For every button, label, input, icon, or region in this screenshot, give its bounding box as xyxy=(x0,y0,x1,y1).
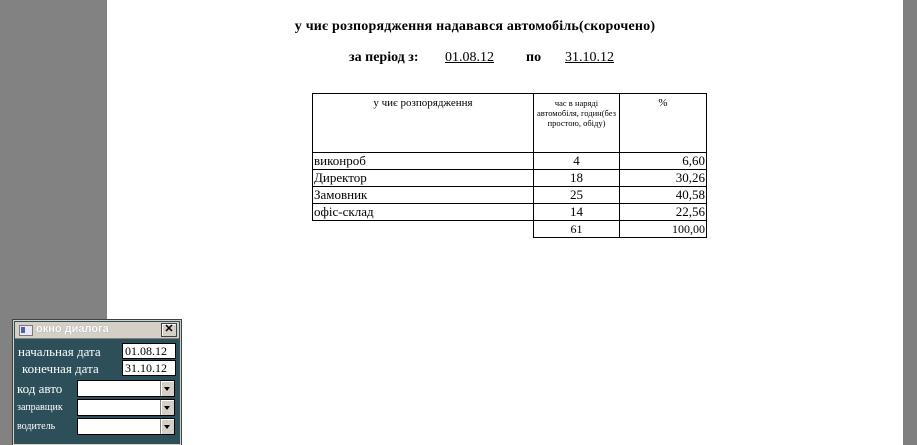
report-title: у чиє розпорядження надавався автомобіль(скорочено) xyxy=(294,19,656,34)
row-name: Замовник xyxy=(313,187,534,204)
header-name: у чиє розпорядження xyxy=(313,94,534,153)
table-row xyxy=(313,187,707,204)
total-blank-cell xyxy=(313,221,534,238)
row-name: виконроб xyxy=(313,153,534,170)
start-date-label: начальная дата xyxy=(18,344,101,359)
row-hours: 14 xyxy=(534,204,620,221)
end-date-field[interactable]: 31.10.12 xyxy=(122,360,176,376)
dialog-titlebar[interactable] xyxy=(15,322,179,339)
close-button[interactable]: ✕ xyxy=(161,323,177,337)
header-percent: % xyxy=(620,94,707,153)
table-row xyxy=(313,170,707,187)
driver-label: водитель xyxy=(17,421,56,432)
row-hours: 4 xyxy=(534,153,620,170)
table-row xyxy=(313,153,707,170)
period-from-value: 01.08.12 xyxy=(445,50,494,65)
gas-station-combo[interactable] xyxy=(77,399,175,416)
row-percent: 40,58 xyxy=(620,187,707,204)
car-code-combo[interactable] xyxy=(77,380,175,397)
row-hours: 25 xyxy=(534,187,620,204)
dialog-title: окно диалога xyxy=(36,323,109,335)
row-percent: 30,26 xyxy=(620,170,707,187)
driver-combo[interactable] xyxy=(77,418,175,435)
report-table xyxy=(312,93,707,238)
form-icon xyxy=(19,325,33,336)
period-from-label: за період з: xyxy=(349,50,419,65)
workspace-right-margin xyxy=(903,0,917,445)
row-name: Директор xyxy=(313,170,534,187)
row-percent: 22,56 xyxy=(620,204,707,221)
gas-station-label: заправщик xyxy=(17,402,63,413)
start-date-field[interactable]: 01.08.12 xyxy=(122,343,176,359)
total-hours: 61 xyxy=(534,221,620,238)
row-name: офіс-склад xyxy=(313,204,534,221)
chevron-down-icon[interactable] xyxy=(160,400,174,415)
table-row xyxy=(313,204,707,221)
row-hours: 18 xyxy=(534,170,620,187)
car-code-label: код авто xyxy=(17,381,63,396)
table-total-row xyxy=(313,221,707,238)
total-percent: 100,00 xyxy=(620,221,707,238)
row-percent: 6,60 xyxy=(620,153,707,170)
end-date-label: конечная дата xyxy=(22,361,99,376)
period-to-value: 31.10.12 xyxy=(565,50,614,65)
period-to-label: по xyxy=(526,50,542,65)
header-hours: час в наряді автомобіля, годин(без простою, обіду) xyxy=(534,94,620,153)
dialog-window xyxy=(13,320,181,445)
chevron-down-icon[interactable] xyxy=(160,381,174,396)
chevron-down-icon[interactable] xyxy=(160,419,174,434)
table-header-row xyxy=(313,94,707,153)
